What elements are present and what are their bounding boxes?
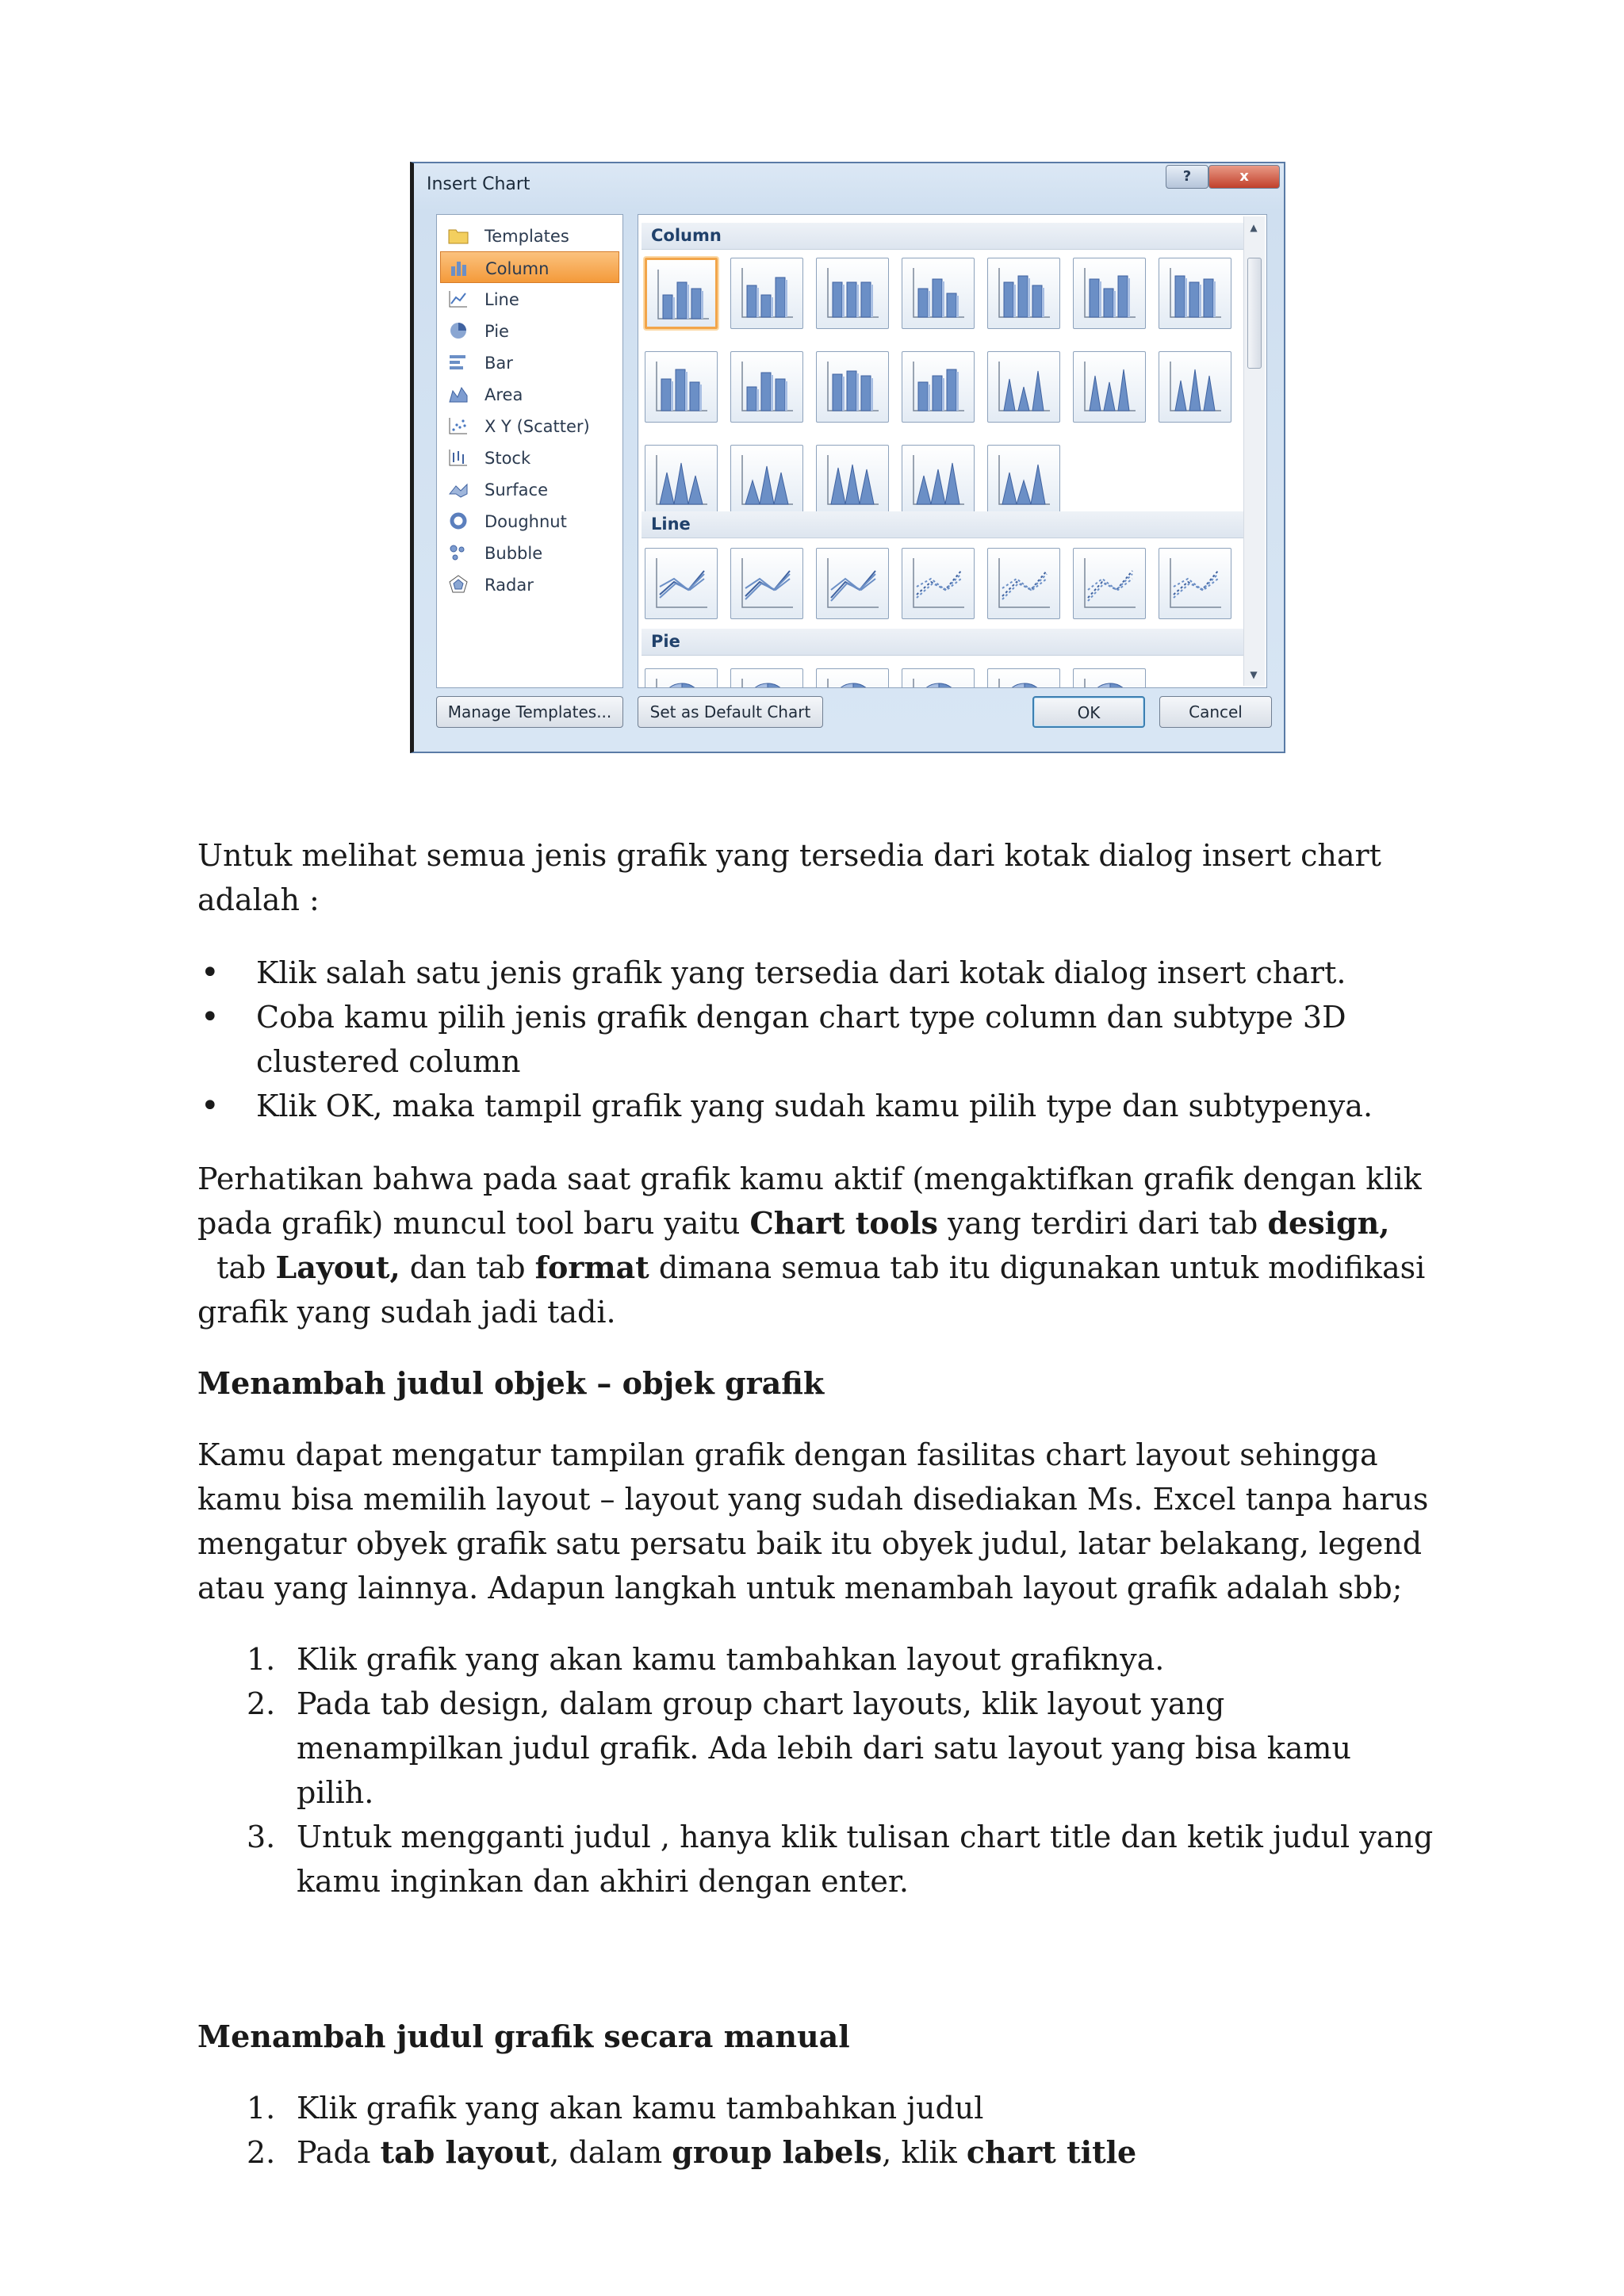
list-item: • Coba kamu pilih jenis grafik dengan chart type column dan subtype 3D clustered column — [197, 995, 1434, 1084]
chart-subtype-icon — [994, 265, 1055, 322]
chart-type-label: X Y (Scatter) — [485, 417, 590, 436]
chart-subtype-icon — [994, 555, 1055, 612]
chart-subtype-icon — [737, 265, 798, 322]
radar-chart-icon — [448, 575, 469, 594]
chart-subtype-icon — [1080, 675, 1140, 688]
numbered-list — [197, 1637, 1434, 1904]
list-item: • Klik OK, maka tampil grafik yang sudah kamu pilih type dan subtypenya. — [197, 1084, 1434, 1128]
chart-type-bar[interactable] — [440, 346, 619, 378]
chart-subtype-icon — [823, 555, 883, 612]
chart-type-area[interactable] — [440, 378, 619, 410]
dialog-titlebar — [414, 163, 1284, 208]
chart-type-label: Bar — [485, 354, 513, 373]
chart-subtype-thumbnail[interactable] — [816, 548, 889, 619]
chart-subtype-icon — [737, 358, 798, 415]
manage-templates-button[interactable]: Manage Templates... — [436, 696, 623, 728]
chart-type-label: Column — [485, 259, 550, 278]
chart-type-label: Area — [485, 385, 523, 404]
chart-subtype-icon — [1080, 265, 1140, 322]
list-item: 1. Klik grafik yang akan kamu tambahkan layout grafiknya. — [247, 1642, 1165, 1677]
chart-type-radar[interactable] — [440, 568, 619, 600]
chart-subtype-thumbnail[interactable] — [645, 445, 718, 516]
scatter-chart-icon — [448, 416, 469, 435]
chart-subtype-thumbnail[interactable] — [1159, 548, 1231, 619]
chart-subtype-thumbnail[interactable] — [645, 258, 718, 329]
help-button[interactable]: ? — [1166, 165, 1208, 189]
chart-subtype-thumbnail[interactable] — [645, 668, 718, 688]
chart-subtype-thumbnail[interactable] — [987, 445, 1060, 516]
chart-subtype-icon — [994, 452, 1055, 509]
chart-type-line[interactable] — [440, 283, 619, 315]
chart-subtype-icon — [652, 358, 712, 415]
chart-type-scatter[interactable] — [440, 410, 619, 442]
chart-subtype-thumbnail[interactable] — [1073, 548, 1146, 619]
chart-type-label: Stock — [485, 449, 531, 468]
chart-subtype-thumbnail[interactable] — [902, 351, 975, 423]
chart-subtype-thumbnail[interactable] — [902, 258, 975, 329]
chart-subtype-icon — [652, 452, 712, 509]
chart-type-label: Radar — [485, 576, 534, 595]
section-header-pie: Pie — [642, 629, 1247, 656]
chart-subtype-icon — [909, 452, 969, 509]
chart-subtype-icon — [1080, 555, 1140, 612]
chart-subtype-thumbnail[interactable] — [645, 351, 718, 423]
chart-subtype-thumbnail[interactable] — [987, 351, 1060, 423]
chart-subtype-icon — [1166, 358, 1226, 415]
area-chart-icon — [448, 385, 469, 404]
chart-type-stock[interactable] — [440, 442, 619, 473]
chart-subtype-icon — [823, 358, 883, 415]
chart-type-label: Line — [485, 290, 519, 309]
chart-subtype-icon — [994, 675, 1055, 688]
cancel-button[interactable]: Cancel — [1159, 696, 1272, 728]
chart-subtype-thumbnail[interactable] — [730, 445, 803, 516]
chart-type-label: Doughnut — [485, 512, 567, 531]
chart-subtype-icon — [909, 358, 969, 415]
chart-type-surface[interactable] — [440, 473, 619, 505]
chart-subtype-icon — [737, 452, 798, 509]
chart-type-pie[interactable] — [440, 315, 619, 346]
stock-chart-icon — [448, 448, 469, 467]
folder-icon — [448, 226, 469, 245]
chart-subtype-thumbnail[interactable] — [730, 258, 803, 329]
chart-subtype-icon — [737, 555, 798, 612]
dialog-title: Insert Chart — [427, 174, 530, 194]
list-item: 3. Untuk mengganti judul , hanya klik tulisan chart title dan ketik judul yang kamu inginkan dan akhiri dengan enter. — [247, 1820, 1434, 1899]
chart-type-doughnut[interactable] — [440, 505, 619, 537]
section-heading: Menambah judul objek – objek grafik — [197, 1365, 825, 1401]
chart-subtype-thumbnail[interactable] — [816, 668, 889, 688]
chart-subtype-thumbnail[interactable] — [730, 668, 803, 688]
gallery-scrollbar[interactable] — [1243, 216, 1265, 686]
chart-subtype-thumbnail[interactable] — [730, 351, 803, 423]
chart-subtype-icon — [823, 265, 883, 322]
chart-subtype-thumbnail[interactable] — [902, 668, 975, 688]
doughnut-chart-icon — [448, 511, 469, 530]
chart-subtype-icon — [909, 675, 969, 688]
intro-paragraph: Untuk melihat semua jenis grafik yang tersedia dari kotak dialog insert chart adalah : — [197, 838, 1381, 917]
scroll-thumb[interactable] — [1247, 258, 1262, 369]
close-button[interactable]: x — [1208, 165, 1280, 189]
insert-chart-dialog — [410, 162, 1285, 753]
chart-type-label: Bubble — [485, 544, 543, 563]
section-header-line: Line — [642, 511, 1247, 538]
chart-subtype-thumbnail[interactable] — [1073, 668, 1146, 688]
list-item: • Klik salah satu jenis grafik yang tersedia dari kotak dialog insert chart. — [197, 951, 1434, 995]
chart-subtype-thumbnail[interactable] — [902, 445, 975, 516]
chart-type-list — [436, 214, 623, 688]
chart-subtype-icon — [737, 675, 798, 688]
document-body — [197, 833, 1434, 2175]
list-item: 2. Pada tab design, dalam group chart layouts, klik layout yang menampilkan judul grafik. Ada lebih dari satu layout yang bisa kamu pilih. — [247, 1686, 1351, 1810]
chart-subtype-thumbnail[interactable] — [1073, 351, 1146, 423]
pie-chart-icon — [448, 321, 469, 340]
chart-subtype-icon — [823, 452, 883, 509]
chart-subtype-thumbnail[interactable] — [730, 548, 803, 619]
chart-subtype-gallery — [638, 214, 1267, 688]
chart-subtype-thumbnail[interactable] — [987, 668, 1060, 688]
chart-subtype-icon — [909, 555, 969, 612]
chart-subtype-icon — [652, 675, 712, 688]
chart-subtype-thumbnail[interactable] — [1159, 258, 1231, 329]
layout-paragraph: Kamu dapat mengatur tampilan grafik dengan fasilitas chart layout sehingga kamu bisa memilih layout – layout yang sudah disediakan Ms. Excel tanpa harus mengatur obyek grafik satu persatu baik itu obyek judul, latar belakang, legend atau yang lainnya. Adapun langkah untuk menambah layout grafik adalah sbb; — [197, 1437, 1429, 1605]
chart-subtype-thumbnail[interactable] — [902, 548, 975, 619]
chart-subtype-icon — [909, 265, 969, 322]
chart-subtype-icon — [1166, 265, 1226, 322]
chart-subtype-icon — [1166, 555, 1226, 612]
set-default-chart-button[interactable]: Set as Default Chart — [638, 696, 823, 728]
chart-type-label: Pie — [485, 322, 509, 341]
list-item: 2. Pada tab layout, dalam group labels, klik chart title — [247, 2134, 1137, 2170]
chart-type-templates[interactable] — [440, 220, 619, 251]
chart-subtype-thumbnail[interactable] — [1159, 351, 1231, 423]
chart-type-column[interactable] — [440, 251, 619, 283]
chart-subtype-thumbnail[interactable] — [1073, 258, 1146, 329]
section-heading: Menambah judul grafik secara manual — [197, 2019, 850, 2054]
chart-subtype-thumbnail[interactable] — [816, 258, 889, 329]
chart-tools-paragraph: Perhatikan bahwa pada saat grafik kamu aktif (mengaktifkan grafik dengan klik pada grafik) muncul tool baru yaitu Chart tools yang terdiri dari tab design, tab Layout, dan tab format dimana semua tab itu digunakan untuk modifikasi grafik yang sudah jadi tadi. — [197, 1161, 1426, 1330]
chart-subtype-thumbnail[interactable] — [816, 445, 889, 516]
chart-type-label: Templates — [485, 227, 569, 246]
scroll-up-icon[interactable]: ▲ — [1250, 222, 1258, 233]
bubble-chart-icon — [448, 543, 469, 562]
bullet-list — [197, 951, 1434, 1128]
chart-subtype-thumbnail[interactable] — [987, 548, 1060, 619]
numbered-list — [197, 2086, 1434, 2175]
ok-button[interactable]: OK — [1032, 696, 1145, 728]
chart-subtype-thumbnail[interactable] — [816, 351, 889, 423]
scroll-down-icon[interactable]: ▼ — [1250, 669, 1258, 680]
chart-subtype-icon — [653, 266, 714, 323]
surface-chart-icon — [448, 480, 469, 499]
column-chart-icon — [449, 258, 469, 277]
chart-type-label: Surface — [485, 480, 549, 499]
line-chart-icon — [448, 289, 469, 308]
chart-type-bubble[interactable] — [440, 537, 619, 568]
chart-subtype-icon — [823, 675, 883, 688]
chart-subtype-icon — [1080, 358, 1140, 415]
chart-subtype-icon — [652, 555, 712, 612]
bar-chart-icon — [448, 353, 469, 372]
section-header-column: Column — [642, 223, 1247, 250]
chart-subtype-thumbnail[interactable] — [987, 258, 1060, 329]
list-item: 1. Klik grafik yang akan kamu tambahkan judul — [247, 2091, 984, 2126]
chart-subtype-thumbnail[interactable] — [645, 548, 718, 619]
chart-subtype-icon — [994, 358, 1055, 415]
